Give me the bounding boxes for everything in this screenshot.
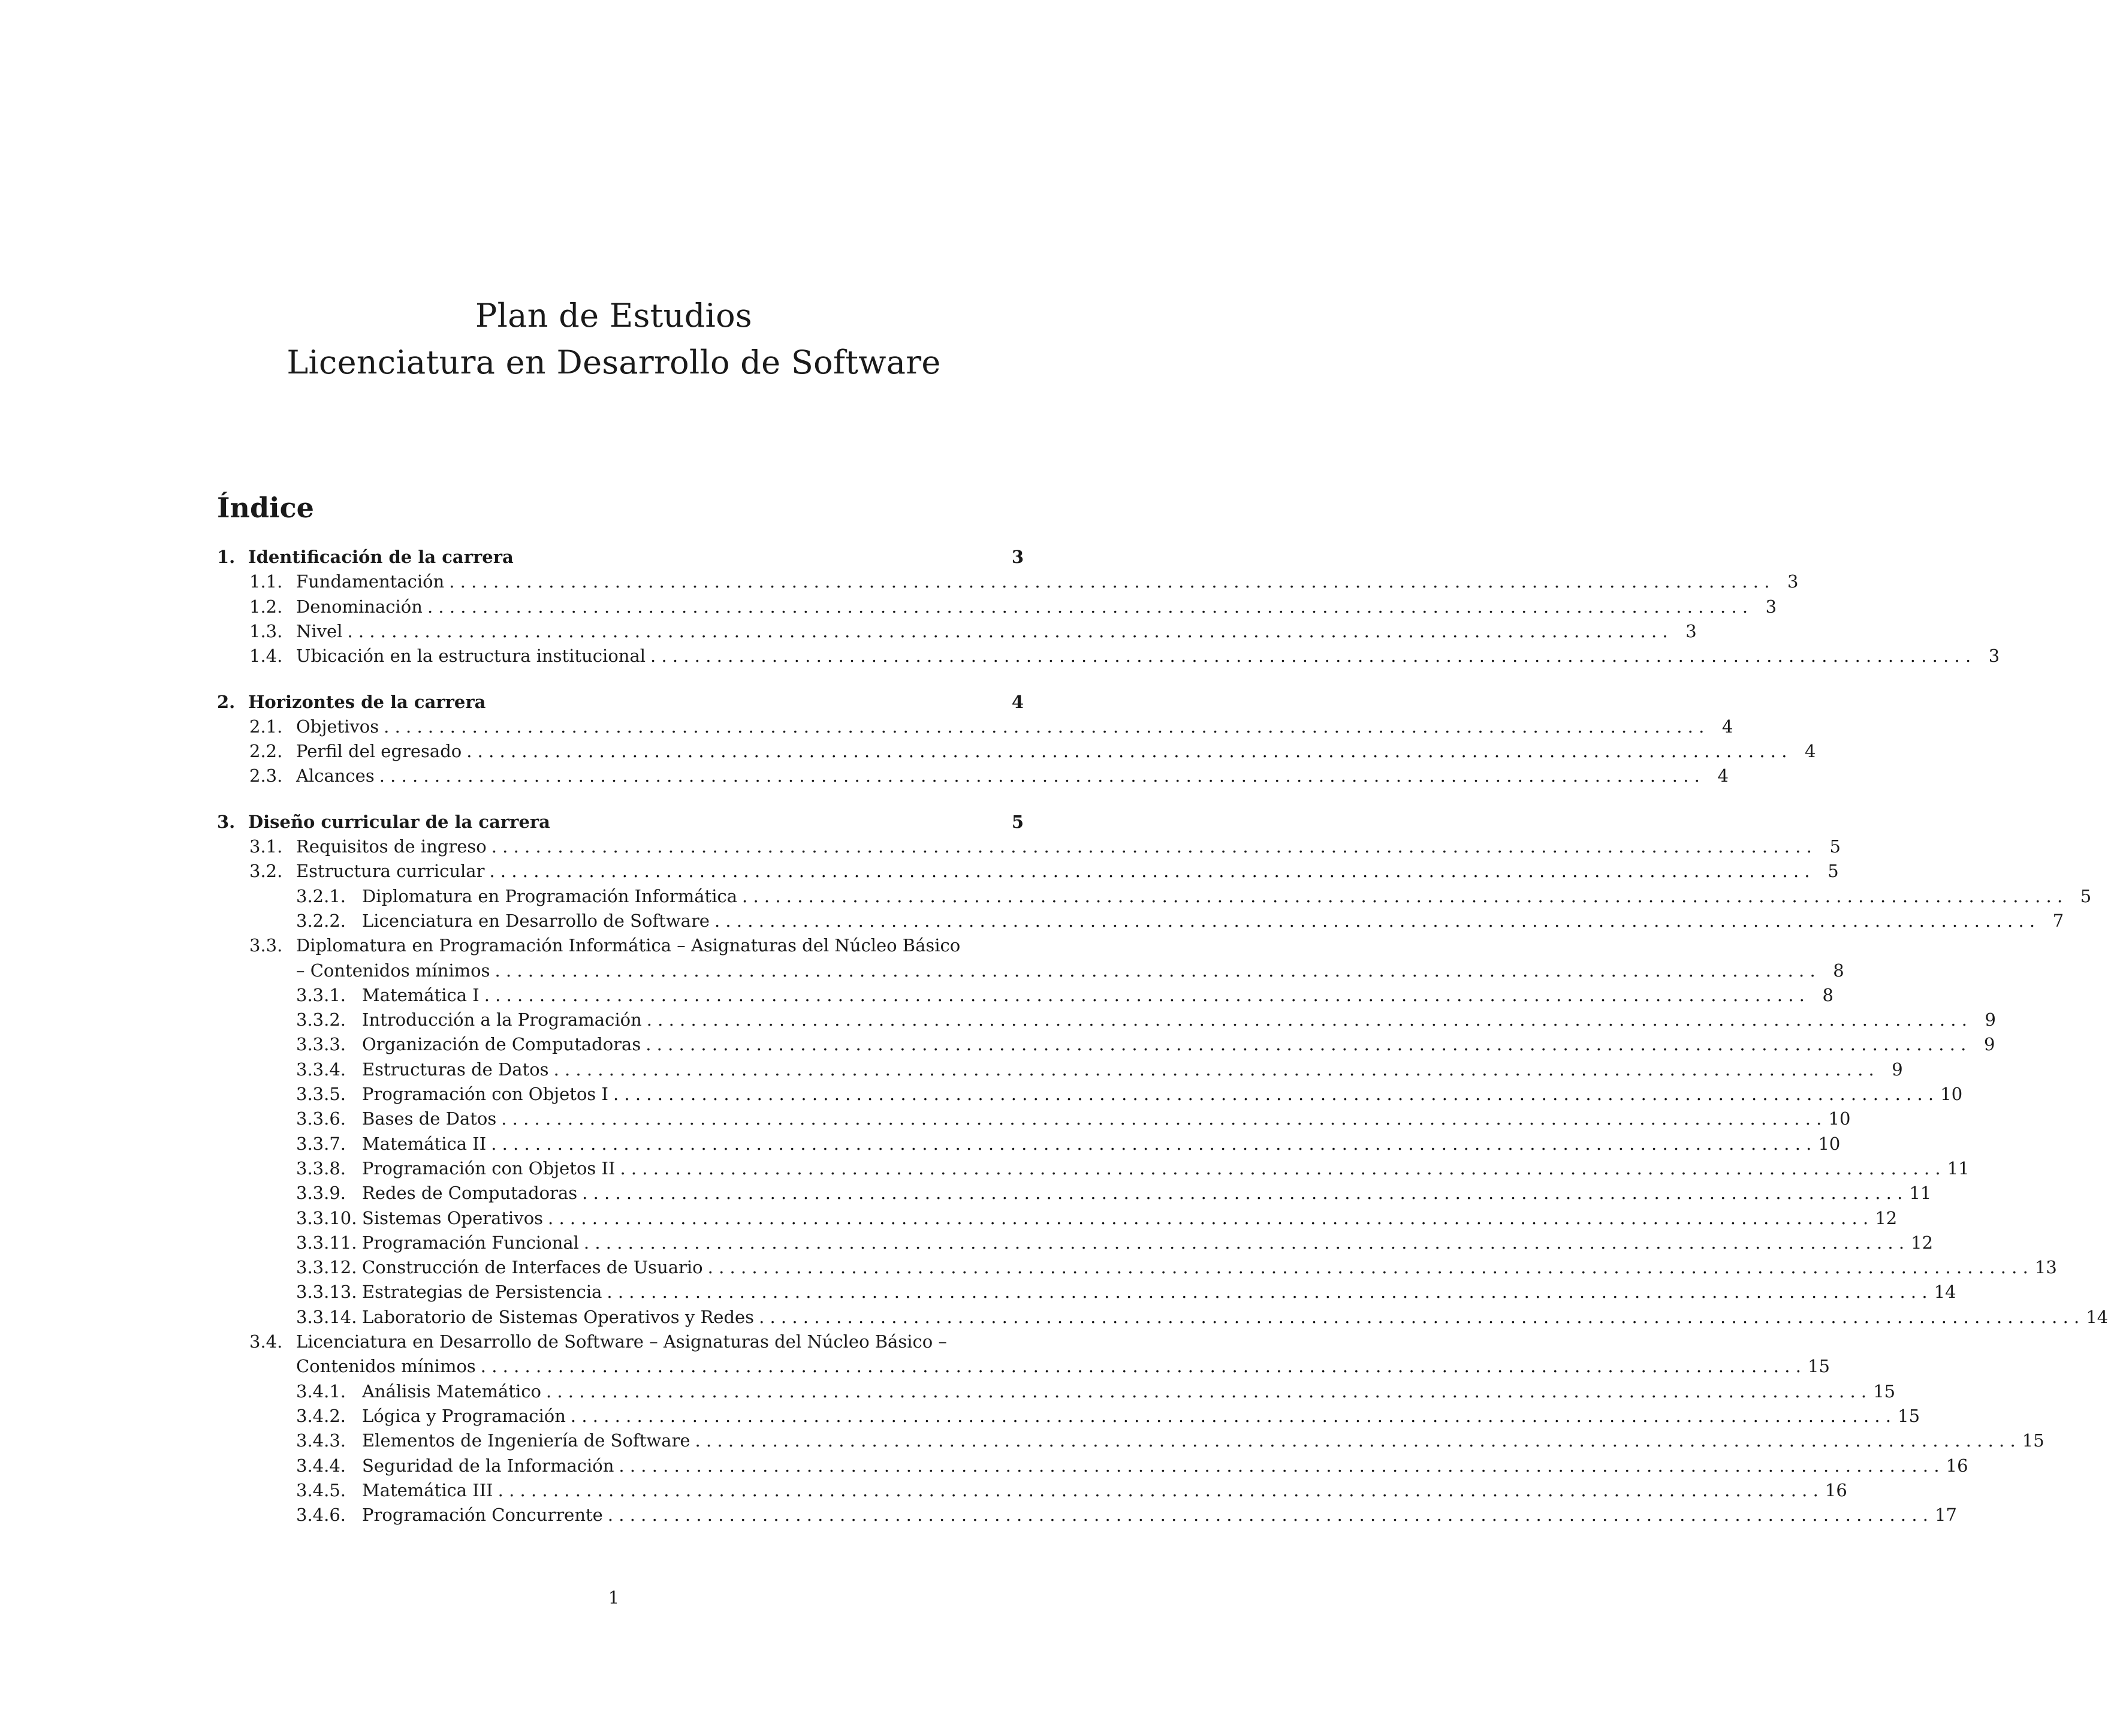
toc-entry-title: Construcción de Interfaces de Usuario bbox=[362, 1257, 703, 1278]
toc-entry[interactable] bbox=[217, 960, 1844, 985]
toc-leader-dots: . . . . . . . . . . . . . . . . . . . . . . . . . . . . . . . . . . . . . . . . . . . . . . . . . . . . . . . . . . . . . . . . . . . . . . . . . . . . . . . . . . . . . . . . . . . . . . . . . . . . . . . . . . . . . . . . . . . . . . . . bbox=[619, 1455, 1940, 1476]
toc-entry-page: 5 bbox=[1011, 811, 1024, 832]
toc-leader-dots: . . . . . . . . . . . . . . . . . . . . . . . . . . . . . . . . . . . . . . . . . . . . . . . . . . . . . . . . . . . . . . . . . . . . . . . . . . . . . . . . . . . . . . . . . . . . . . . . . . . . . . . . . . . . . . . . . . . . . . . . bbox=[620, 1158, 1941, 1179]
toc-entry-title: Matemática II bbox=[362, 1133, 487, 1154]
toc-entry-number: 1.1. bbox=[249, 571, 283, 592]
toc-leader-dots: . . . . . . . . . . . . . . . . . . . . . . . . . . . . . . . . . . . . . . . . . . . . . . . . . . . . . . . . . . . . . . . . . . . . . . . . . . . . . . . . . . . . . . . . . . . . . . . . . . . . . . . . . . . . . . . . . . . . . . . . bbox=[466, 741, 1787, 762]
toc-entry-number: 3.3.11. bbox=[296, 1232, 357, 1253]
toc-leader-dots: . . . . . . . . . . . . . . . . . . . . . . . . . . . . . . . . . . . . . . . . . . . . . . . . . . . . . . . . . . . . . . . . . . . . . . . . . . . . . . . . . . . . . . . . . . . . . . . . . . . . . . . . . . . . . . . . . . . . . . . . bbox=[548, 1207, 1869, 1228]
toc-entry-page: 8 bbox=[1822, 984, 1833, 1005]
toc-leader-dots: . . . . . . . . . . . . . . . . . . . . . . . . . . . . . . . . . . . . . . . . . . . . . . . . . . . . . . . . . . . . . . . . . . . . . . . . . . . . . . . . . . . . . . . . . . . . . . . . . . . . . . . . . . . . . . . . . . . . . . . . bbox=[491, 1133, 1812, 1154]
toc-entry[interactable] bbox=[217, 1331, 1024, 1356]
toc-entry[interactable] bbox=[217, 1381, 1896, 1406]
toc-leader-dots: . . . . . . . . . . . . . . . . . . . . . . . . . . . . . . . . . . . . . . . . . . . . . . . . . . . . . . . . . . . . . . . . . . . . . . . . . . . . . . . . . . . . . . . . . . . . . . . . . . . . . . . . . . . . . . . . . . . . . . . . bbox=[491, 836, 1812, 857]
toc-entry-title: Redes de Computadoras bbox=[362, 1183, 578, 1204]
title-line-2: Licenciatura en Desarrollo de Software bbox=[287, 343, 941, 381]
toc-entry-title: Sistemas Operativos bbox=[362, 1207, 544, 1228]
toc-entry-page: 3 bbox=[1765, 596, 1777, 617]
toc-entry-page: 10 bbox=[1818, 1133, 1841, 1154]
toc-entry-page: 10 bbox=[1940, 1084, 1963, 1104]
toc-entry[interactable] bbox=[217, 646, 2000, 670]
toc-entry[interactable] bbox=[217, 571, 1799, 596]
toc-entry-title: Identificación de la carrera bbox=[248, 547, 514, 567]
toc-entry[interactable] bbox=[217, 1405, 1920, 1430]
toc-leader-dots: . . . . . . . . . . . . . . . . . . . . . . . . . . . . . . . . . . . . . . . . . . . . . . . . . . . . . . . . . . . . . . . . . . . . . . . . . . . . . . . . . . . . . . . . . . . . . . . . . . . . . . . . . . . . . . . . . . . . . . . . bbox=[379, 765, 1700, 786]
toc-heading: Índice bbox=[217, 492, 314, 524]
toc-leader-dots: . . . . . . . . . . . . . . . . . . . . . . . . . . . . . . . . . . . . . . . . . . . . . . . . . . . . . . . . . . . . . . . . . . . . . . . . . . . . . . . . . . . . . . . . . . . . . . . . . . . . . . . . . . . . . . . . . . . . . . . . bbox=[384, 716, 1705, 737]
toc-entry-page: 13 bbox=[2034, 1257, 2057, 1278]
toc-entry-title: Organización de Computadoras bbox=[362, 1034, 641, 1055]
toc-entry-title: Diplomatura en Programación Informática bbox=[362, 885, 738, 906]
document-title bbox=[0, 293, 1228, 386]
toc-entry-page: 12 bbox=[1911, 1232, 1934, 1253]
toc-entry-number: 3.1. bbox=[249, 836, 283, 857]
toc-entry-number: 3.3.13. bbox=[296, 1282, 357, 1303]
toc-entry-number: 3.3.7. bbox=[296, 1133, 346, 1154]
toc-leader-dots: . . . . . . . . . . . . . . . . . . . . . . . . . . . . . . . . . . . . . . . . . . . . . . . . . . . . . . . . . . . . . . . . . . . . . . . . . . . . . . . . . . . . . . . . . . . . . . . . . . . . . . . . . . . . . . . . . . . . . . . . bbox=[742, 885, 2063, 906]
toc-entry-number: 3.3.14. bbox=[296, 1306, 357, 1327]
toc-entry[interactable] bbox=[217, 620, 1697, 646]
title-line-1: Plan de Estudios bbox=[475, 297, 752, 334]
toc-entry-page: 10 bbox=[1828, 1108, 1851, 1129]
toc-entry[interactable] bbox=[217, 1059, 1903, 1084]
toc-leader-dots: . . . . . . . . . . . . . . . . . . . . . . . . . . . . . . . . . . . . . . . . . . . . . . . . . . . . . . . . . . . . . . . . . . . . . . . . . . . . . . . . . . . . . . . . . . . . . . . . . . . . . . . . . . . . . . . . . . . . . . . . bbox=[545, 1381, 1867, 1402]
toc-entry[interactable] bbox=[217, 1009, 1996, 1034]
toc-leader-dots: . . . . . . . . . . . . . . . . . . . . . . . . . . . . . . . . . . . . . . . . . . . . . . . . . . . . . . . . . . . . . . . . . . . . . . . . . . . . . . . . . . . . . . . . . . . . . . . . . . . . . . . . . . . . . . . . . . . . . . . . bbox=[449, 571, 1770, 592]
toc-entry[interactable] bbox=[217, 836, 1841, 861]
toc-entry[interactable] bbox=[217, 1207, 1898, 1232]
toc-entry-page: 11 bbox=[1947, 1158, 1970, 1179]
toc-entry-title: Programación Funcional bbox=[362, 1232, 579, 1253]
toc-entry-number: 2.2. bbox=[249, 741, 283, 762]
toc-entry[interactable] bbox=[217, 1183, 1932, 1207]
toc-entry-title: Nivel bbox=[296, 620, 343, 641]
toc-entry[interactable] bbox=[217, 716, 1733, 741]
toc-entry-title: Objetivos bbox=[296, 716, 379, 737]
toc-entry-number: 3.4. bbox=[249, 1331, 283, 1352]
toc-entry-number: 3.2. bbox=[249, 861, 283, 882]
toc-entry-page: 15 bbox=[1808, 1356, 1830, 1377]
toc-leader-dots: . . . . . . . . . . . . . . . . . . . . . . . . . . . . . . . . . . . . . . . . . . . . . . . . . . . . . . . . . . . . . . . . . . . . . . . . . . . . . . . . . . . . . . . . . . . . . . . . . . . . . . . . . . . . . . . . . . . . . . . . bbox=[582, 1183, 1903, 1204]
toc-entry[interactable] bbox=[217, 1133, 1841, 1158]
toc-entry[interactable] bbox=[217, 1257, 2057, 1282]
toc-entry-page: 16 bbox=[1824, 1479, 1847, 1500]
toc-entry[interactable] bbox=[217, 1306, 2108, 1331]
toc-entry-title: Licenciatura en Desarrollo de Software bbox=[362, 910, 710, 931]
toc-entry-page: 9 bbox=[1985, 1009, 1996, 1030]
toc-entry-title: Análisis Matemático bbox=[362, 1381, 541, 1402]
toc-entry-title: Programación con Objetos II bbox=[362, 1158, 616, 1179]
toc-entry[interactable] bbox=[217, 692, 1024, 716]
toc-entry-page: 15 bbox=[2022, 1430, 2044, 1451]
toc-entry-title: Alcances bbox=[296, 765, 375, 786]
toc-entry-number: 3.3.12. bbox=[296, 1257, 357, 1278]
toc-entry-number: 3.3.2. bbox=[296, 1009, 346, 1030]
toc-entry-number: 3.3.9. bbox=[296, 1183, 346, 1204]
toc-entry-page: 3 bbox=[1988, 646, 2000, 667]
toc-entry-title: Requisitos de ingreso bbox=[296, 836, 487, 857]
toc-entry-page: 12 bbox=[1875, 1207, 1898, 1228]
toc-leader-dots: . . . . . . . . . . . . . . . . . . . . . . . . . . . . . . . . . . . . . . . . . . . . . . . . . . . . . . . . . . . . . . . . . . . . . . . . . . . . . . . . . . . . . . . . . . . . . . . . . . . . . . . . . . . . . . . . . . . . . . . . bbox=[489, 861, 1810, 882]
toc-entry-number: 3.4.6. bbox=[296, 1505, 346, 1526]
toc-entry-title: Diseño curricular de la carrera bbox=[248, 811, 550, 832]
toc-entry-title: Estrategias de Persistencia bbox=[362, 1282, 602, 1303]
toc-entry-title: Denominación bbox=[296, 596, 423, 617]
toc-entry-page: 14 bbox=[1934, 1282, 1956, 1303]
toc-entry[interactable] bbox=[217, 1455, 1968, 1480]
toc-entry-number: 3.3.4. bbox=[296, 1059, 346, 1080]
toc-entry-page: 15 bbox=[1898, 1405, 1920, 1426]
toc-leader-dots: . . . . . . . . . . . . . . . . . . . . . . . . . . . . . . . . . . . . . . . . . . . . . . . . . . . . . . . . . . . . . . . . . . . . . . . . . . . . . . . . . . . . . . . . . . . . . . . . . . . . . . . . . . . . . . . . . . . . . . . . bbox=[714, 910, 2035, 931]
toc-entry-page: 5 bbox=[1827, 861, 1839, 882]
toc-leader-dots: . . . . . . . . . . . . . . . . . . . . . . . . . . . . . . . . . . . . . . . . . . . . . . . . . . . . . . . . . . . . . . . . . . . . . . . . . . . . . . . . . . . . . . . . . . . . . . . . . . . . . . . . . . . . . . . . . . . . . . . . bbox=[494, 960, 1816, 981]
toc-entry-page: 4 bbox=[1011, 691, 1024, 712]
toc-entry-title: Ubicación en la estructura institucional bbox=[296, 646, 646, 667]
toc-leader-dots: . . . . . . . . . . . . . . . . . . . . . . . . . . . . . . . . . . . . . . . . . . . . . . . . . . . . . . . . . . . . . . . . . . . . . . . . . . . . . . . . . . . . . . . . . . . . . . . . . . . . . . . . . . . . . . . . . . . . . . . . bbox=[570, 1405, 1892, 1426]
toc-entry[interactable] bbox=[217, 885, 2092, 911]
toc-entry-title: Estructuras de Datos bbox=[362, 1059, 549, 1080]
toc-entry-title: – Contenidos mínimos bbox=[296, 960, 490, 981]
toc-entry[interactable] bbox=[217, 935, 1024, 960]
toc-entry[interactable] bbox=[217, 984, 1833, 1009]
toc-entry[interactable] bbox=[217, 741, 1816, 765]
toc-entry-page: 5 bbox=[2080, 885, 2092, 906]
toc-entry-page: 16 bbox=[1946, 1455, 1968, 1476]
toc-leader-dots: . . . . . . . . . . . . . . . . . . . . . . . . . . . . . . . . . . . . . . . . . . . . . . . . . . . . . . . . . . . . . . . . . . . . . . . . . . . . . . . . . . . . . . . . . . . . . . . . . . . . . . . . . . . . . . . . . . . . . . . . bbox=[695, 1430, 2016, 1451]
page-number: 1 bbox=[608, 1587, 620, 1608]
toc-entry-page: 8 bbox=[1833, 960, 1844, 981]
toc-entry-title: Introducción a la Programación bbox=[362, 1009, 642, 1030]
toc-entry-title: Programación con Objetos I bbox=[362, 1084, 608, 1104]
toc-entry-page: 4 bbox=[1721, 716, 1733, 737]
toc-entry-page: 5 bbox=[1829, 836, 1841, 857]
toc-entry-page: 7 bbox=[2052, 910, 2064, 931]
toc-entry-page: 3 bbox=[1787, 571, 1799, 592]
toc-entry-title: Contenidos mínimos bbox=[296, 1356, 476, 1377]
toc-entry-number: 3.3.10. bbox=[296, 1207, 357, 1228]
toc-entry[interactable] bbox=[217, 861, 1839, 885]
toc-leader-dots: . . . . . . . . . . . . . . . . . . . . . . . . . . . . . . . . . . . . . . . . . . . . . . . . . . . . . . . . . . . . . . . . . . . . . . . . . . . . . . . . . . . . . . . . . . . . . . . . . . . . . . . . . . . . . . . . . . . . . . . . bbox=[583, 1232, 1905, 1253]
toc-entry-page: 3 bbox=[1011, 547, 1024, 567]
toc-entry-number: 3.3.5. bbox=[296, 1084, 346, 1104]
toc-entry-page: 15 bbox=[1873, 1381, 1896, 1402]
toc-leader-dots: . . . . . . . . . . . . . . . . . . . . . . . . . . . . . . . . . . . . . . . . . . . . . . . . . . . . . . . . . . . . . . . . . . . . . . . . . . . . . . . . . . . . . . . . . . . . . . . . . . . . . . . . . . . . . . . . . . . . . . . . bbox=[607, 1505, 1929, 1526]
toc-leader-dots: . . . . . . . . . . . . . . . . . . . . . . . . . . . . . . . . . . . . . . . . . . . . . . . . . . . . . . . . . . . . . . . . . . . . . . . . . . . . . . . . . . . . . . . . . . . . . . . . . . . . . . . . . . . . . . . . . . . . . . . . bbox=[480, 1356, 1801, 1377]
toc-entry[interactable] bbox=[217, 812, 1024, 836]
toc-entry-page: 9 bbox=[1983, 1034, 1995, 1055]
toc-entry-number: 2.1. bbox=[249, 716, 283, 737]
toc-entry-title: Programación Concurrente bbox=[362, 1505, 603, 1526]
toc-entry-title: Matemática III bbox=[362, 1479, 493, 1500]
toc-entry[interactable] bbox=[217, 1108, 1851, 1133]
toc-entry-page: 4 bbox=[1804, 741, 1816, 762]
toc-entry-title: Licenciatura en Desarrollo de Software – Asignaturas del Núcleo Básico – bbox=[296, 1331, 947, 1352]
toc-entry[interactable] bbox=[217, 910, 2064, 935]
toc-entry-page: 17 bbox=[1935, 1505, 1958, 1526]
toc-entry[interactable] bbox=[217, 1034, 1995, 1059]
toc-entry-title: Estructura curricular bbox=[296, 861, 485, 882]
toc-leader-dots: . . . . . . . . . . . . . . . . . . . . . . . . . . . . . . . . . . . . . . . . . . . . . . . . . . . . . . . . . . . . . . . . . . . . . . . . . . . . . . . . . . . . . . . . . . . . . . . . . . . . . . . . . . . . . . . . . . . . . . . . bbox=[347, 620, 1668, 641]
toc-leader-dots: . . . . . . . . . . . . . . . . . . . . . . . . . . . . . . . . . . . . . . . . . . . . . . . . . . . . . . . . . . . . . . . . . . . . . . . . . . . . . . . . . . . . . . . . . . . . . . . . . . . . . . . . . . . . . . . . . . . . . . . . bbox=[613, 1084, 1934, 1104]
toc-entry-number: 3.3.6. bbox=[296, 1108, 346, 1129]
toc-entry-number: 1.2. bbox=[249, 596, 283, 617]
toc-leader-dots: . . . . . . . . . . . . . . . . . . . . . . . . . . . . . . . . . . . . . . . . . . . . . . . . . . . . . . . . . . . . . . . . . . . . . . . . . . . . . . . . . . . . . . . . . . . . . . . . . . . . . . . . . . . . . . . . . . . . . . . . bbox=[553, 1059, 1874, 1080]
toc-entry-number: 2.3. bbox=[249, 765, 283, 786]
toc-leader-dots: . . . . . . . . . . . . . . . . . . . . . . . . . . . . . . . . . . . . . . . . . . . . . . . . . . . . . . . . . . . . . . . . . . . . . . . . . . . . . . . . . . . . . . . . . . . . . . . . . . . . . . . . . . . . . . . . . . . . . . . . bbox=[607, 1282, 1928, 1303]
toc-entry[interactable] bbox=[217, 1084, 1963, 1108]
toc-entry[interactable] bbox=[217, 1232, 1934, 1257]
toc-entry-number: 3.2.2. bbox=[296, 910, 346, 931]
toc-entry-number: 1.4. bbox=[249, 646, 283, 667]
toc-entry-number: 1. bbox=[217, 547, 236, 567]
toc-leader-dots: . . . . . . . . . . . . . . . . . . . . . . . . . . . . . . . . . . . . . . . . . . . . . . . . . . . . . . . . . . . . . . . . . . . . . . . . . . . . . . . . . . . . . . . . . . . . . . . . . . . . . . . . . . . . . . . . . . . . . . . . bbox=[501, 1108, 1822, 1129]
toc-entry-number: 3.4.5. bbox=[296, 1479, 346, 1500]
toc-entry-number: 3. bbox=[217, 811, 236, 832]
toc-entry-title: Laboratorio de Sistemas Operativos y Redes bbox=[362, 1306, 755, 1327]
toc-entry-page: 9 bbox=[1892, 1059, 1903, 1080]
toc-entry-title: Seguridad de la Información bbox=[362, 1455, 614, 1476]
toc-entry[interactable] bbox=[217, 1158, 1970, 1183]
toc-entry-number: 1.3. bbox=[249, 620, 283, 641]
toc-leader-dots: . . . . . . . . . . . . . . . . . . . . . . . . . . . . . . . . . . . . . . . . . . . . . . . . . . . . . . . . . . . . . . . . . . . . . . . . . . . . . . . . . . . . . . . . . . . . . . . . . . . . . . . . . . . . . . . . . . . . . . . . bbox=[650, 646, 1971, 667]
toc-leader-dots: . . . . . . . . . . . . . . . . . . . . . . . . . . . . . . . . . . . . . . . . . . . . . . . . . . . . . . . . . . . . . . . . . . . . . . . . . . . . . . . . . . . . . . . . . . . . . . . . . . . . . . . . . . . . . . . . . . . . . . . . bbox=[646, 1009, 1967, 1030]
toc-entry-number: 3.4.3. bbox=[296, 1430, 346, 1451]
toc-entry[interactable] bbox=[217, 1356, 1830, 1381]
toc-entry-number: 3.4.2. bbox=[296, 1405, 346, 1426]
toc-entry-title: Fundamentación bbox=[296, 571, 445, 592]
toc-entry[interactable] bbox=[217, 596, 1777, 621]
toc-leader-dots: . . . . . . . . . . . . . . . . . . . . . . . . . . . . . . . . . . . . . . . . . . . . . . . . . . . . . . . . . . . . . . . . . . . . . . . . . . . . . . . . . . . . . . . . . . . . . . . . . . . . . . . . . . . . . . . . . . . . . . . . bbox=[427, 596, 1748, 617]
toc-entry-title: Elementos de Ingeniería de Software bbox=[362, 1430, 690, 1451]
toc-entry-number: 3.3.3. bbox=[296, 1034, 346, 1055]
toc-entry[interactable] bbox=[217, 1479, 1847, 1505]
toc-entry-number: 3.3.1. bbox=[296, 984, 346, 1005]
toc-entry-title: Diplomatura en Programación Informática – Asignaturas del Núcleo Básico bbox=[296, 935, 961, 956]
toc-entry[interactable] bbox=[217, 1430, 2044, 1455]
toc-entry-page: 4 bbox=[1717, 765, 1729, 786]
toc-entry-number: 3.3. bbox=[249, 935, 283, 956]
toc-entry-number: 3.4.4. bbox=[296, 1455, 346, 1476]
toc-leader-dots: . . . . . . . . . . . . . . . . . . . . . . . . . . . . . . . . . . . . . . . . . . . . . . . . . . . . . . . . . . . . . . . . . . . . . . . . . . . . . . . . . . . . . . . . . . . . . . . . . . . . . . . . . . . . . . . . . . . . . . . . bbox=[484, 984, 1805, 1005]
toc-entry-title: Perfil del egresado bbox=[296, 741, 462, 762]
toc-entry-title: Matemática I bbox=[362, 984, 479, 1005]
toc-entry-number: 3.2.1. bbox=[296, 885, 346, 906]
toc-entry-number: 3.4.1. bbox=[296, 1381, 346, 1402]
toc-entry-title: Lógica y Programación bbox=[362, 1405, 566, 1426]
toc-leader-dots: . . . . . . . . . . . . . . . . . . . . . . . . . . . . . . . . . . . . . . . . . . . . . . . . . . . . . . . . . . . . . . . . . . . . . . . . . . . . . . . . . . . . . . . . . . . . . . . . . . . . . . . . . . . . . . . . . . . . . . . . bbox=[759, 1306, 2080, 1327]
toc-entry-title: Horizontes de la carrera bbox=[248, 691, 486, 712]
toc-leader-dots: . . . . . . . . . . . . . . . . . . . . . . . . . . . . . . . . . . . . . . . . . . . . . . . . . . . . . . . . . . . . . . . . . . . . . . . . . . . . . . . . . . . . . . . . . . . . . . . . . . . . . . . . . . . . . . . . . . . . . . . . bbox=[707, 1257, 2028, 1278]
toc-leader-dots: . . . . . . . . . . . . . . . . . . . . . . . . . . . . . . . . . . . . . . . . . . . . . . . . . . . . . . . . . . . . . . . . . . . . . . . . . . . . . . . . . . . . . . . . . . . . . . . . . . . . . . . . . . . . . . . . . . . . . . . . bbox=[646, 1034, 1967, 1055]
toc-entry-page: 14 bbox=[2086, 1306, 2108, 1327]
toc-entry[interactable] bbox=[217, 547, 1024, 571]
toc-leader-dots: . . . . . . . . . . . . . . . . . . . . . . . . . . . . . . . . . . . . . . . . . . . . . . . . . . . . . . . . . . . . . . . . . . . . . . . . . . . . . . . . . . . . . . . . . . . . . . . . . . . . . . . . . . . . . . . . . . . . . . . . bbox=[497, 1479, 1819, 1500]
toc-entry[interactable] bbox=[217, 765, 1729, 790]
toc-entry[interactable] bbox=[217, 1505, 1958, 1529]
toc-entry-number: 3.3.8. bbox=[296, 1158, 346, 1179]
toc-entry-title: Bases de Datos bbox=[362, 1108, 497, 1129]
toc-entry[interactable] bbox=[217, 1282, 1956, 1306]
toc-entry-number: 2. bbox=[217, 691, 236, 712]
toc-entry-page: 3 bbox=[1685, 620, 1697, 641]
toc-entry-page: 11 bbox=[1909, 1183, 1932, 1204]
